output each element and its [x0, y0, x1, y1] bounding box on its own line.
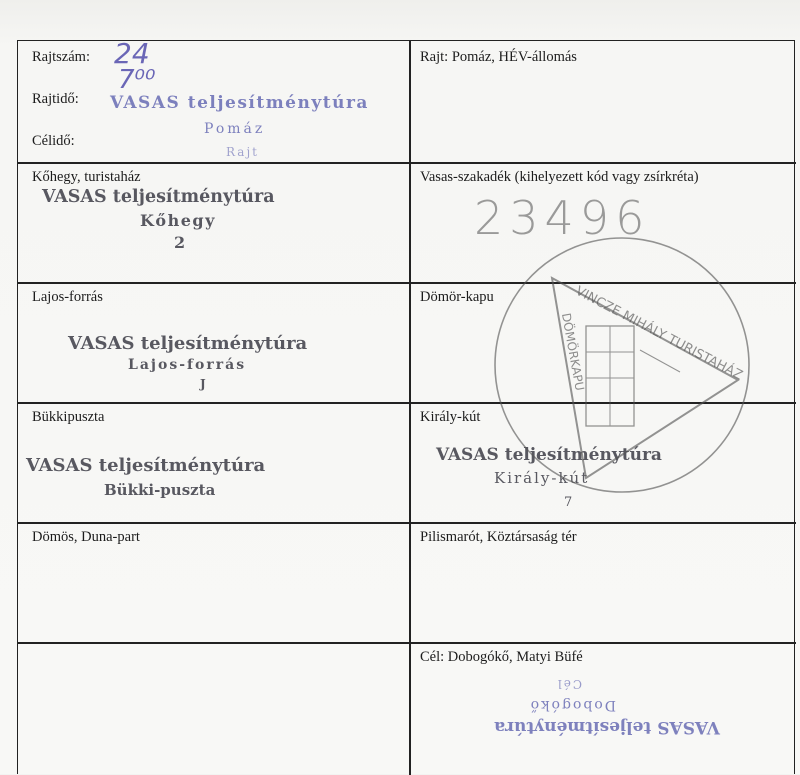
stamp-number: 7 [564, 495, 573, 510]
stamp-text: VASAS teljesítménytúra [42, 187, 275, 207]
stamp-number: Rajt [226, 145, 260, 159]
checkpoint-domos: Dömös, Duna-part [32, 529, 140, 545]
stamp-place: Bükki-puszta [104, 481, 216, 499]
checkpoint-kiraly-kut: Király-kút [420, 409, 481, 425]
stamp-text: VASAS teljesítménytúra [494, 717, 720, 737]
checkpoint-vasas-szakadek: Vasas-szakadék (kihelyezett kód vagy zsírkréta) [420, 169, 699, 185]
checkpoint-domor-kapu: Dömör-kapu [420, 289, 494, 305]
written-code: 23496 [474, 191, 651, 245]
stamp-number: J [200, 377, 206, 391]
round-stamp-inner-text [559, 312, 587, 392]
stamp-text: VASAS teljesítménytúra [26, 455, 266, 476]
checkpoint-bukkipuszta: Bükkipuszta [32, 409, 105, 425]
stamp-text: VASAS teljesítménytúra [68, 333, 308, 354]
stamp-place: Pomáz [204, 121, 266, 137]
checkpoint-lajos-forras: Lajos-forrás [32, 289, 103, 305]
start-number-value: 24 [114, 37, 150, 70]
finish-time-label: Célidő: [32, 133, 75, 149]
checkpoint-pilismarot: Pilismarót, Köztársaság tér [420, 529, 577, 545]
start-time-label: Rajtidő: [32, 91, 79, 107]
stamp-place: Lajos-forrás [128, 357, 247, 373]
checkpoint-kohegy: Kőhegy, turistaház [32, 169, 141, 185]
stamp-text: VASAS teljesítménytúra [110, 93, 369, 113]
stamp-number: 2 [174, 233, 186, 252]
stamp-place: Kőhegy [140, 211, 216, 230]
stamp-number: Cél [555, 677, 582, 691]
stamp-place: Dobogókő [528, 697, 616, 713]
stamp-place: Király-kút [494, 469, 590, 487]
round-stamp-inner-path: DÖMÖRKAPU [558, 311, 587, 392]
stamp-text: VASAS teljesítménytúra [436, 445, 662, 465]
checkpoint-cel: Cél: Dobogókő, Matyi Büfé [420, 649, 583, 665]
start-time-value: 7⁰⁰ [118, 65, 156, 95]
round-stamp-outer-text: VINCZE MIHÁLY TURISTAHÁZ [572, 283, 745, 384]
start-place: Rajt: Pomáz, HÉV-állomás [420, 49, 577, 65]
start-number-label: Rajtszám: [32, 49, 90, 65]
